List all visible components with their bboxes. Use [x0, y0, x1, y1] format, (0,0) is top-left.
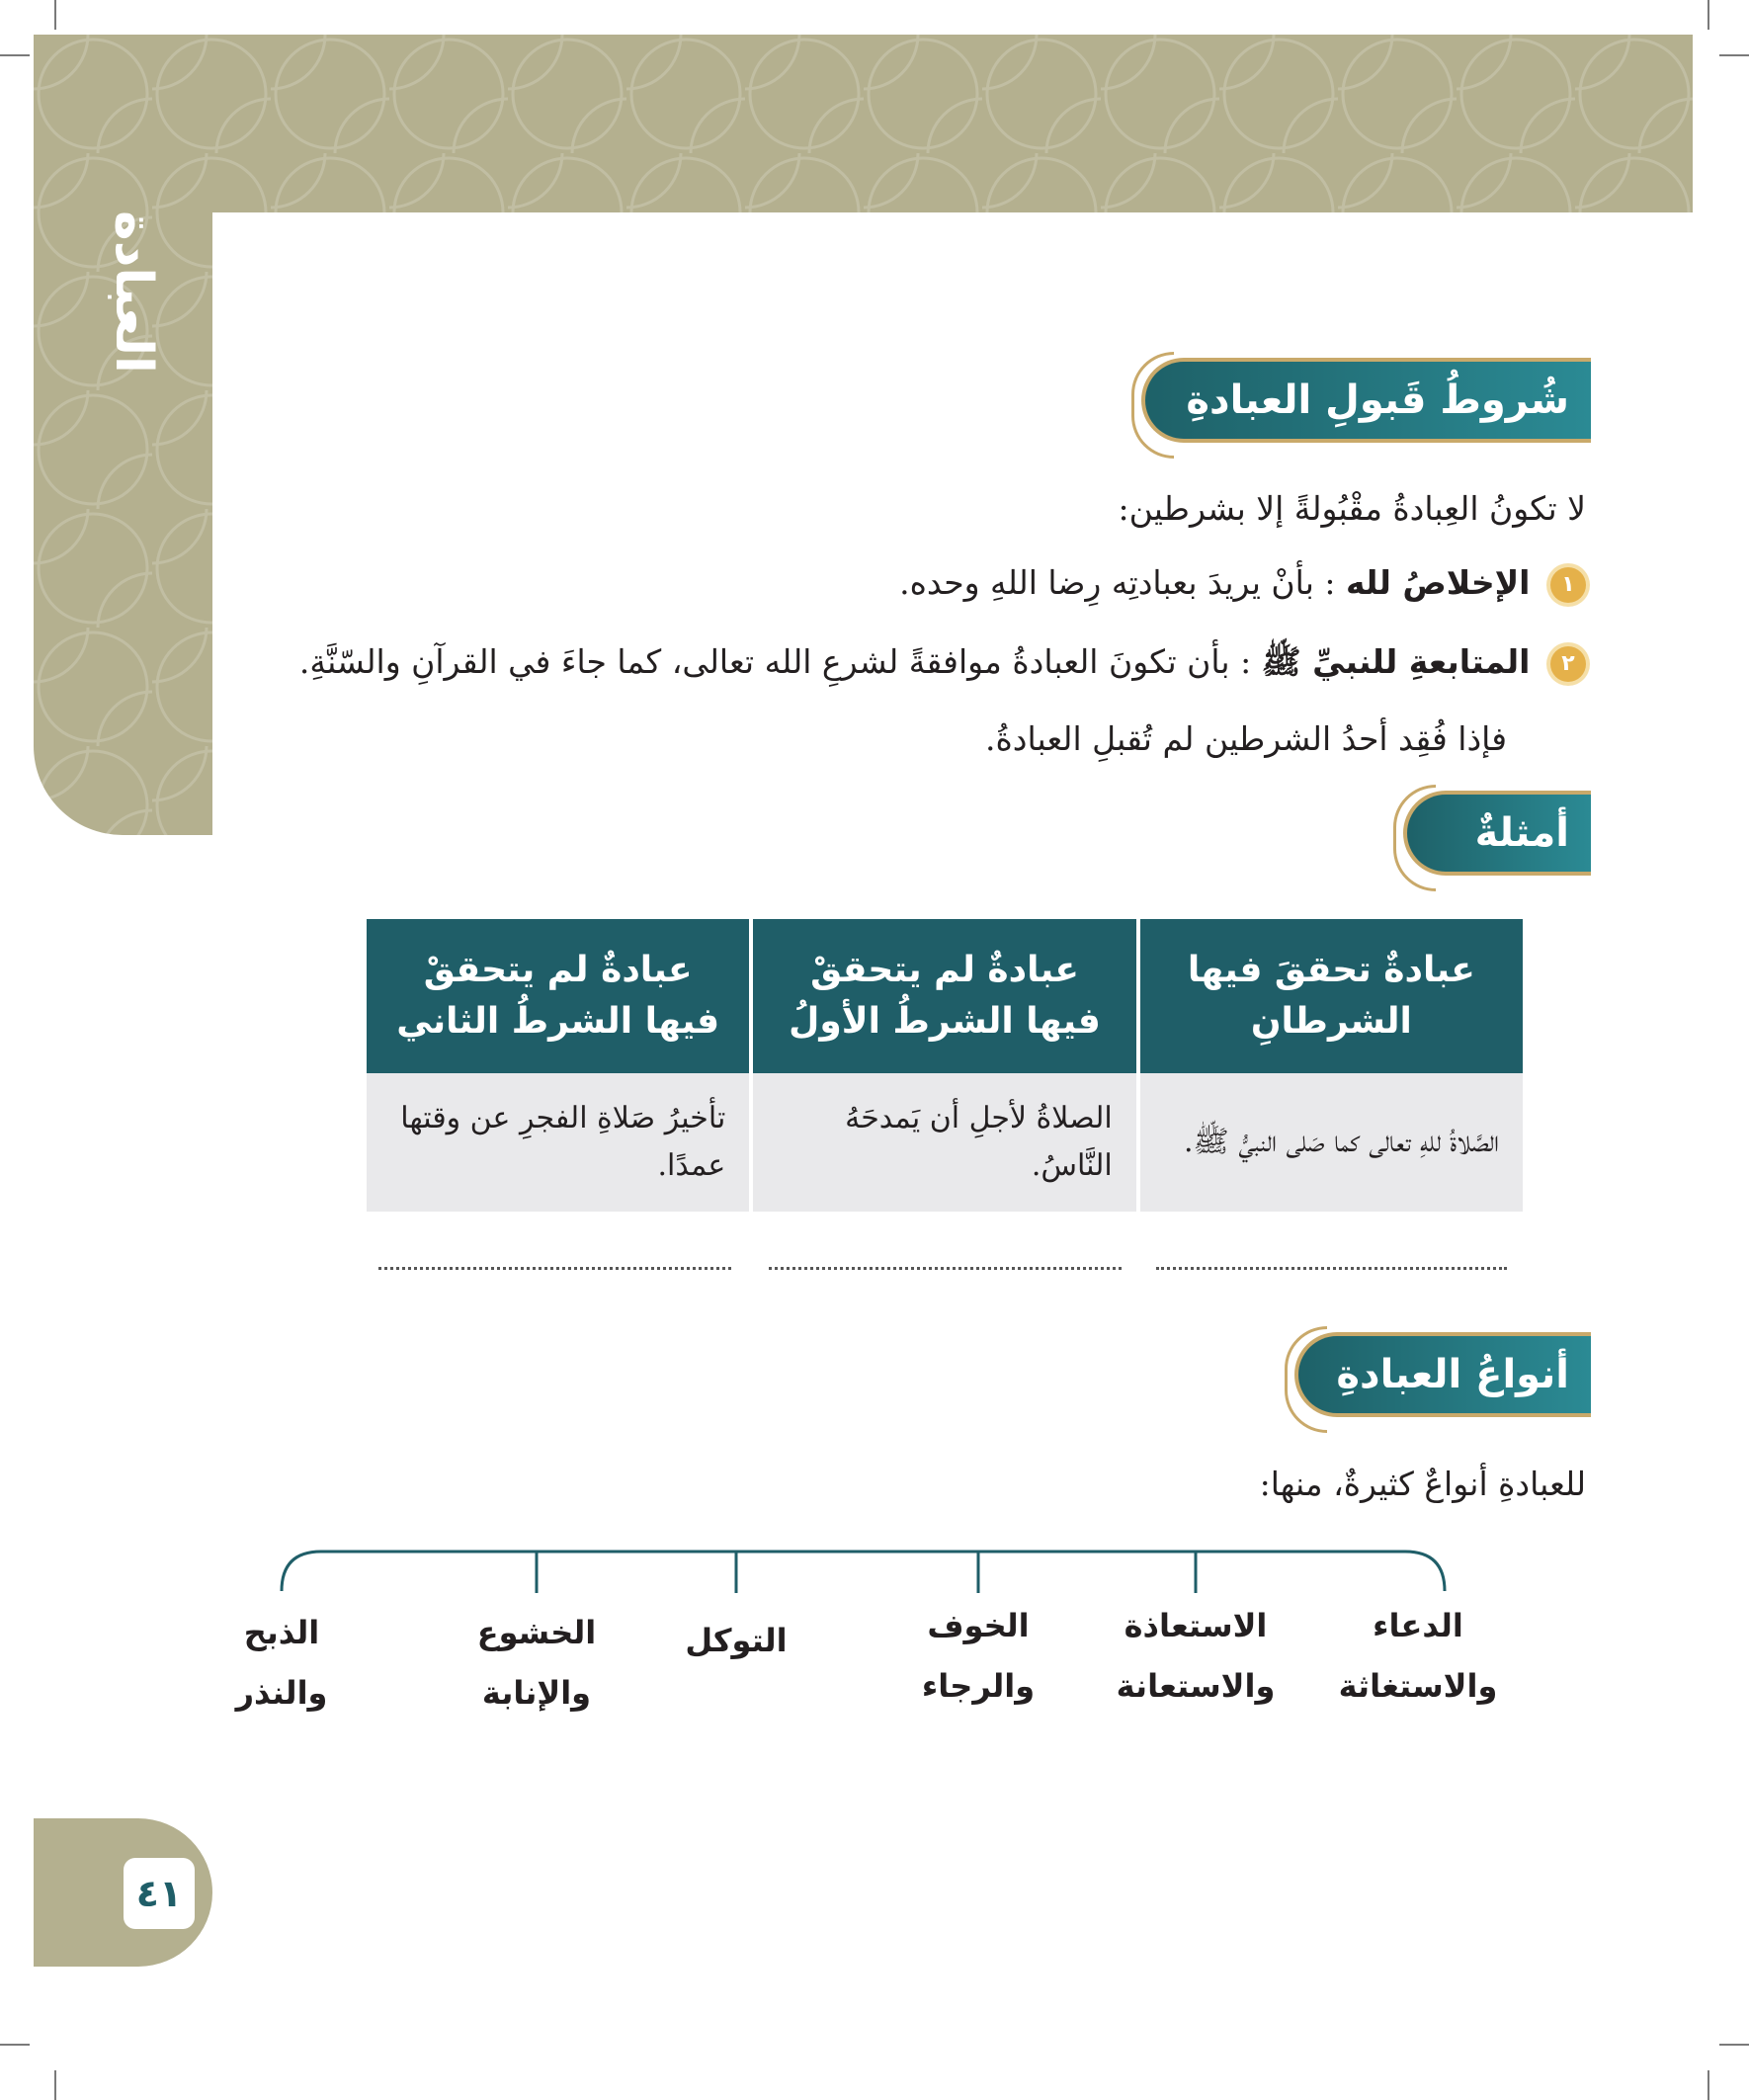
section-title: شُروطُ قَبولِ العبادةِ — [1186, 378, 1569, 423]
section-title: أمثلةٌ — [1474, 810, 1569, 856]
type-node: الدعاء والاستغاثة — [1338, 1607, 1498, 1705]
table-cell: تأخيرُ صَلاةِ الفجرِ عن وقتها عمدًا. — [367, 1073, 749, 1212]
types-intro: للعبادةِ أنواعٌ كثيرةٌ، منها: — [1259, 1465, 1586, 1503]
type-node: التوكل — [685, 1622, 788, 1659]
type-node: الخشوع والإنابة — [476, 1614, 597, 1712]
table-header: عبادةٌ لم يتحققْ فيها الشرطُ الأولُ — [753, 919, 1135, 1073]
condition-name: الإخلاصُ لله — [1346, 563, 1531, 602]
type-node: الاستعاذة والاستعانة — [1116, 1607, 1276, 1705]
conclusion-text: فإذا فُقِد أحدُ الشرطين لم تُقبلِ العبادةُ. — [985, 719, 1507, 758]
table-header: عبادةٌ تحققَ فيها الشرطانِ — [1140, 919, 1523, 1073]
table-header: عبادةٌ لم يتحققْ فيها الشرطُ الثاني — [367, 919, 749, 1073]
number-badge: ١ — [1550, 567, 1586, 603]
condition-name: المتابعةِ للنبيِّ ﷺ — [1261, 642, 1531, 681]
type-node: الخوف والرجاء — [921, 1607, 1036, 1705]
table-cell: الصَّلاةُ للهِ تعالى كما صَلى النبيُّ ﷺ. — [1140, 1073, 1523, 1212]
section-title: أنواعُ العبادةِ — [1336, 1352, 1569, 1397]
table-cell: الصلاةُ لأجلِ أن يَمدحَهُ النَّاسُ. — [753, 1073, 1135, 1212]
page-number: ٤١ — [124, 1858, 195, 1929]
type-node: الذبح والنذر — [235, 1614, 328, 1712]
condition-desc: : بأنْ يريدَ بعبادتِه رِضا اللهِ وحده. — [899, 563, 1336, 602]
condition-desc: : بأن تكونَ العبادةُ موافقةً لشرعِ الله تعالى، كما جاءَ في القرآنِ والسّنَّةِ. — [298, 642, 1252, 681]
number-badge: ٢ — [1550, 646, 1586, 682]
intro-text: لا تكونُ العِبادةُ مقْبُولةً إلا بشرطين: — [1118, 489, 1586, 528]
chapter-title: العبادة — [104, 210, 163, 374]
